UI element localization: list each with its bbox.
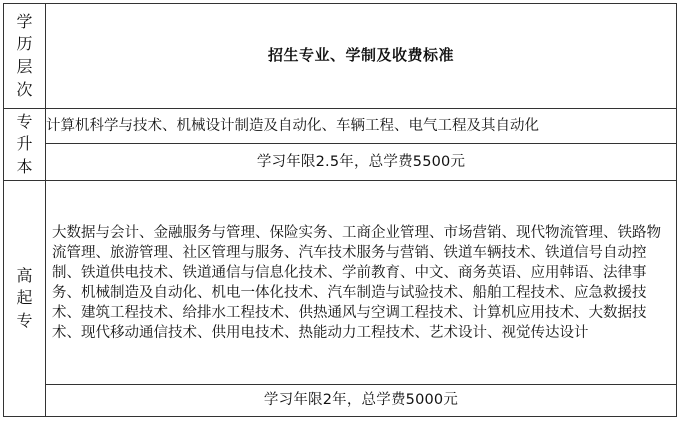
table-row (4, 144, 677, 181)
level-header-cell (4, 4, 46, 109)
title-header-cell (46, 4, 677, 109)
fee-cell (46, 144, 677, 181)
fee-cell (46, 384, 677, 416)
majors-text: 计算机科学与技术、机械设计制造及自动化、车辆工程、电气工程及其自动化 (46, 117, 539, 134)
fee-text: 学习年限2.5年，总学费5500元 (256, 154, 466, 171)
table-row (4, 109, 677, 144)
level-label: 专升本 (16, 111, 33, 177)
level-header-label: 学历层次 (16, 11, 33, 99)
table-row (4, 384, 677, 416)
header-row (4, 4, 677, 109)
level-cell-highschool (4, 181, 46, 417)
table-title: 招生专业、学制及收费标准 (267, 46, 454, 65)
majors-cell (46, 181, 677, 384)
level-label: 高起专 (16, 265, 33, 331)
majors-cell (46, 109, 677, 144)
majors-text: 大数据与会计、金融服务与管理、保险实务、工商企业管理、市场营销、现代物流管理、铁路物流管理、旅游管理、社区管理与服务、汽车技术服务与营销、铁道车辆技术、铁道信号自动控制、铁道供电技术、铁道通信与信息化技术、学前教育、中文、商务英语、应用韩语、法律事务、机械制造及自动化、机电一体化技术、汽车制造与试验技术、船舶工程技术、应急救援技术、建筑工程技术、给排水工程技术、供热通风与空调工程技术、计算机应用技术、大数据技术、现代移动通信技术、供用电技术、热能动力工程技术、艺术设计、视觉传达设计 (52, 225, 661, 342)
fee-text: 学习年限2年，总学费5000元 (263, 392, 459, 409)
enrollment-fee-table (3, 3, 677, 417)
table-row (4, 181, 677, 384)
level-cell-upgrade (4, 109, 46, 181)
